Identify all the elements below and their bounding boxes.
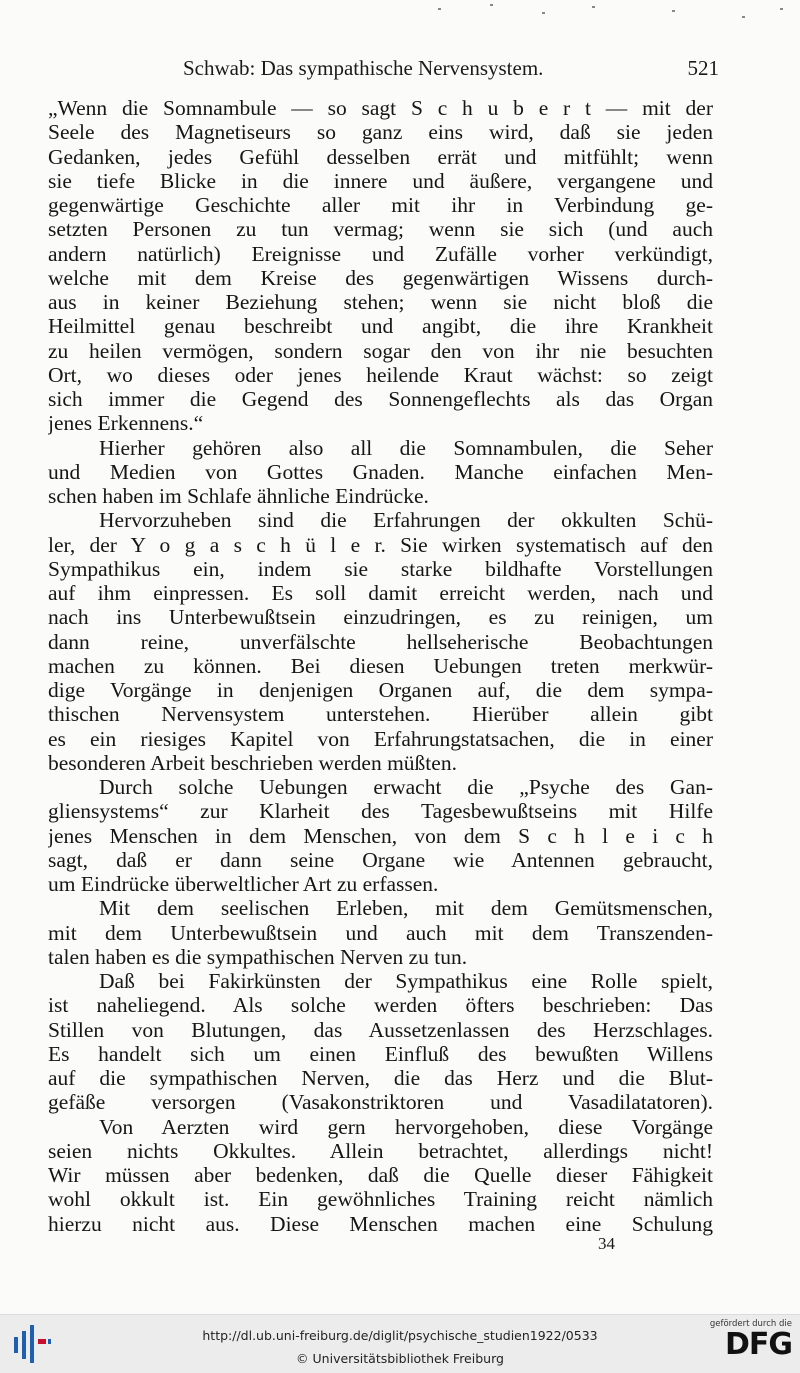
text-line: Wir müssen aber bedenken, daß die Quelle dieser Fähigkeit — [48, 1163, 713, 1187]
viewer-footer — [0, 1314, 800, 1373]
text-line: Von Aerzten wird gern hervorgehoben, diese Vorgänge — [99, 1114, 713, 1139]
text-line: nach ins Unterbewußtsein einzudringen, es zu reinigen, um — [48, 605, 713, 630]
page-number: 521 — [687, 56, 719, 80]
text-line: aus in keiner Beziehung stehen; wenn sie nicht bloß die — [48, 290, 713, 314]
text-line: Stillen von Blutungen, das Aussetzenlassen des Herzschlages. — [48, 1017, 713, 1042]
text-line: besonderen Arbeit beschrieben werden müßten. — [48, 750, 457, 775]
text-line: seien nichts Okkultes. Allein betrachtet, allerdings nicht! — [48, 1138, 713, 1163]
text-line: ist naheliegend. Als solche werden öfters beschrieben: Das — [48, 993, 713, 1018]
text-line: ler, der Y o g a s c h ü l e r. Sie wirken systematisch auf den — [48, 532, 713, 557]
text-line: Es handelt sich um einen Einfluß des bewußten Willens — [48, 1041, 713, 1066]
text-line: Daß bei Fakirkünsten der Sympathikus eine Rolle spielt, — [99, 969, 713, 993]
text-line: Mit dem seelischen Erleben, mit dem Gemütsmenschen, — [99, 896, 713, 921]
text-line: setzten Personen zu tun vermag; wenn sie sich (und auch — [48, 217, 713, 242]
text-line: zu heilen vermögen, sondern sogar den von ihr nie besuchten — [48, 338, 713, 363]
text-line: Heilmittel genau beschreibt und angibt, die ihre Krankheit — [48, 314, 713, 339]
text-line: machen zu können. Bei diesen Uebungen treten merkwür- — [48, 653, 713, 678]
text-line: wohl okkult ist. Ein gewöhnliches Training reicht nämlich — [48, 1187, 713, 1212]
body-text — [48, 96, 713, 1236]
text-line: mit dem Unterbewußtsein und auch mit dem Transzenden- — [48, 920, 713, 945]
text-line: es ein riesiges Kapitel von Erfahrungstatsachen, die in einer — [48, 726, 713, 751]
text-line: Hierher gehören also all die Somnambulen, die Seher — [99, 435, 713, 460]
text-line: hierzu nicht aus. Diese Menschen machen eine Schulung — [48, 1211, 713, 1236]
dfg-logo — [708, 1319, 792, 1369]
text-line: welche mit dem Kreise des gegenwärtigen Wissens durch- — [48, 265, 713, 290]
text-line: Durch solche Uebungen erwacht die „Psyche des Gan- — [99, 775, 713, 799]
text-line: auf die sympathischen Nerven, die das Herz und die Blut- — [48, 1066, 713, 1090]
text-line: talen haben es die sympathischen Nerven zu tun. — [48, 944, 468, 969]
text-line: Gedanken, jedes Gefühl desselben errät und mitfühlt; wenn — [48, 144, 713, 169]
text-line: sich immer die Gegend des Sonnengeflechts als das Organ — [48, 387, 713, 411]
text-line: Seele des Magnetiseurs so ganz eins wird, daß sie jeden — [48, 120, 713, 145]
copyright-notice: © Universitätsbibliothek Freiburg — [296, 1351, 504, 1366]
dfg-logo-text: DFG — [724, 1327, 792, 1362]
text-line: dann reine, unverfälschte hellseherische Beobachtungen — [48, 629, 713, 654]
text-line: andern natürlich) Ereignisse und Zufälle vorher verkündigt, — [48, 241, 713, 266]
text-line: schen haben im Schlafe ähnliche Eindrücke. — [48, 484, 429, 508]
text-line: sie tiefe Blicke in die innere und äußere, vergangene und — [48, 168, 713, 193]
text-line: gegenwärtige Geschichte aller mit ihr in Verbindung ge- — [48, 193, 713, 217]
text-line: „Wenn die Somnambule — so sagt S c h u b e r t — mit der — [48, 96, 713, 120]
text-line: auf ihm einpressen. Es soll damit erreicht werden, nach und — [48, 581, 713, 605]
text-line: gliensystems“ zur Klarheit des Tagesbewußtseins mit Hilfe — [48, 799, 713, 824]
text-line: jenes Menschen in dem Menschen, von dem S c h l e i c h — [48, 823, 713, 848]
text-line: Sympathikus ein, indem sie starke bildhafte Vorstellungen — [48, 556, 713, 581]
text-line: gefäße versorgen (Vasakonstriktoren und Vasadilatatoren). — [48, 1090, 713, 1115]
text-line: Hervorzuheben sind die Erfahrungen der okkulten Schü- — [99, 508, 713, 533]
text-line: um Eindrücke überweltlicher Art zu erfassen. — [48, 872, 439, 896]
permalink-url[interactable]: http://dl.ub.uni-freiburg.de/diglit/psychische_studien1922/0533 — [202, 1328, 598, 1343]
text-line: jenes Erkennens.“ — [48, 411, 204, 436]
text-line: dige Vorgänge in denjenigen Organen auf, die dem sympa- — [48, 678, 713, 702]
scan-specks — [420, 0, 800, 40]
text-line: und Medien von Gottes Gnaden. Manche einfachen Men- — [48, 459, 713, 484]
signature-mark: 34 — [598, 1234, 615, 1253]
text-line: thischen Nervensystem unterstehen. Hierüber allein gibt — [48, 702, 713, 727]
running-title: Schwab: Das sympathische Nervensystem. — [183, 56, 544, 80]
funding-note: gefördert durch die — [709, 1319, 792, 1329]
text-line: sagt, daß er dann seine Organe wie Antennen gebraucht, — [48, 847, 713, 872]
running-header — [183, 56, 719, 86]
text-line: Ort, wo dieses oder jenes heilende Kraut wächst: so zeigt — [48, 362, 713, 387]
